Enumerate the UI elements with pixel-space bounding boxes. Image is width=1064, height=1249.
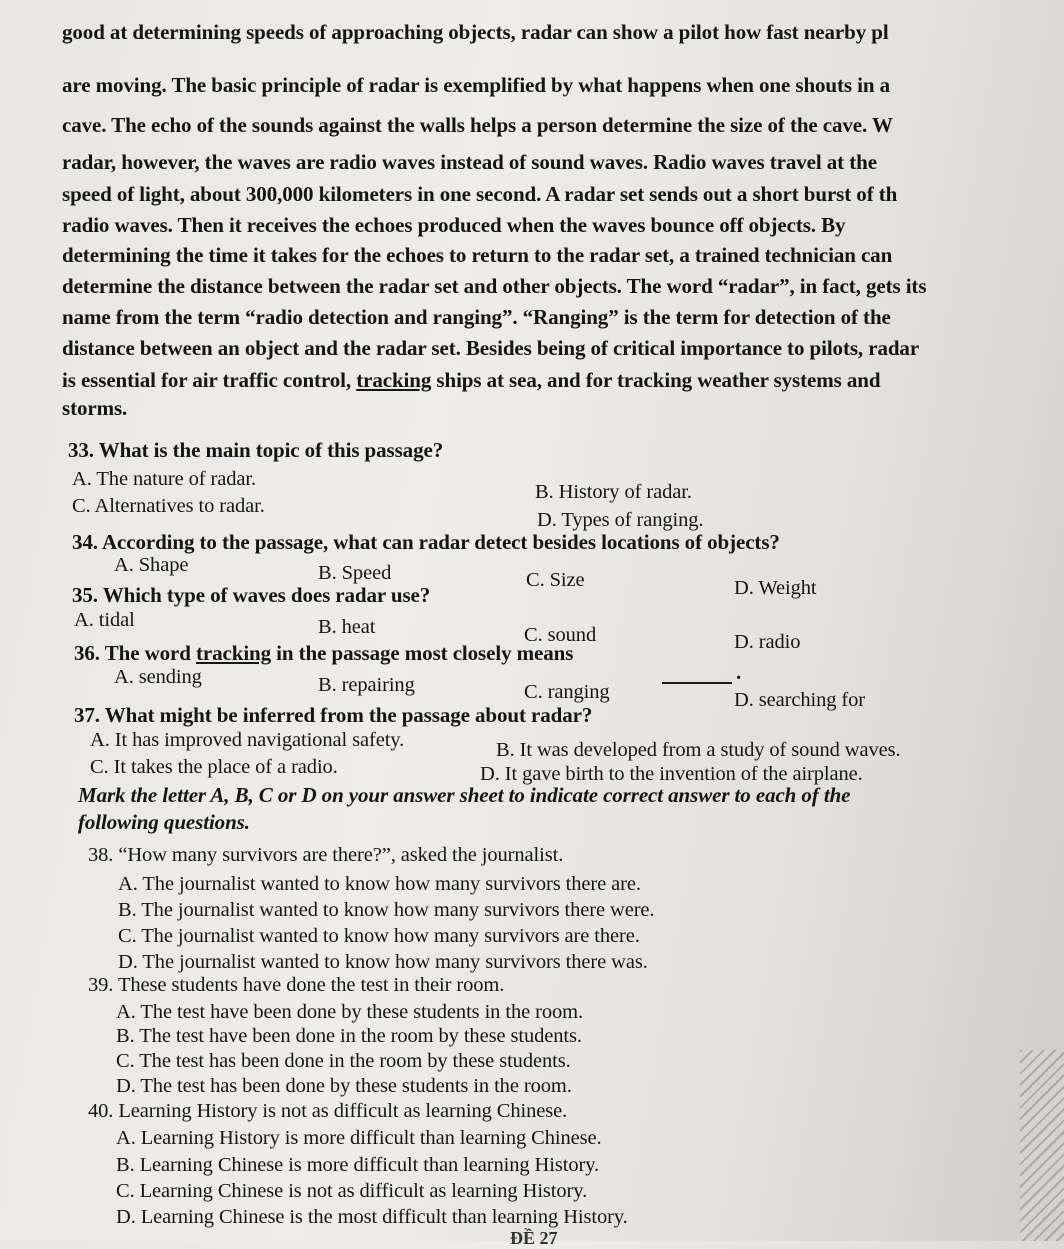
passage-line [62,368,880,392]
option-c[interactable]: C. The test has been done in the room by these students. [116,1050,571,1072]
question-stem: 33. What is the main topic of this passage? [68,438,444,462]
option-b[interactable]: B. heat [318,616,376,638]
question-stem: 35. Which type of waves does radar use? [72,583,431,607]
stem-period: . [736,660,742,684]
answer-blank [662,682,732,684]
passage-line: radar, however, the waves are radio waves instead of sound waves. Radio waves travel at the [62,150,877,174]
option-a[interactable]: A. The nature of radar. [72,468,257,490]
question-stem: 37. What might be inferred from the passage about radar? [74,703,593,727]
option-c[interactable]: C. Alternatives to radar. [72,495,265,517]
test-code-label: ĐỀ 27 [510,1228,558,1248]
question-stem: 38. “How many survivors are there?”, asked the journalist. [88,844,564,866]
option-c[interactable]: C. The journalist wanted to know how many survivors are there. [118,925,640,947]
option-d[interactable]: D. Weight [734,577,817,599]
option-d[interactable]: D. It gave birth to the invention of the airplane. [480,763,863,785]
question-stem: 39. These students have done the test in their room. [88,974,505,996]
option-c[interactable]: C. Size [526,569,585,591]
question-stem [74,641,573,665]
instruction-line: following questions. [78,810,250,834]
stem-text: in the passage most closely means [271,641,574,665]
question-stem: 34. According to the passage, what can radar detect besides locations of objects? [72,530,780,554]
option-d[interactable]: D. radio [734,631,801,653]
underlined-word-tracking: tracking [356,368,432,392]
option-d[interactable]: D. Learning Chinese is the most difficult than learning History. [116,1206,628,1228]
option-b[interactable]: B. History of radar. [535,481,692,503]
instruction-line: Mark the letter A, B, C or D on your answer sheet to indicate correct answer to each of the [78,783,851,807]
passage-line: name from the term “radio detection and ranging”. “Ranging” is the term for detection of the [62,305,891,329]
option-b[interactable]: B. Learning Chinese is more difficult than learning History. [116,1154,600,1176]
passage-line: cave. The echo of the sounds against the walls helps a person determine the size of the cave. W [62,113,893,137]
option-a[interactable]: A. The journalist wanted to know how many survivors there are. [118,873,641,895]
option-b[interactable]: B. The test have been done in the room by these students. [116,1025,582,1047]
passage-line: radio waves. Then it receives the echoes produced when the waves bounce off objects. By [62,213,846,237]
option-a[interactable]: A. tidal [74,609,135,631]
option-b[interactable]: B. repairing [318,674,415,696]
underlined-word-tracking: tracking [196,641,272,665]
option-d[interactable]: D. The test has been done by these students in the room. [116,1075,572,1097]
passage-line: distance between an object and the radar set. Besides being of critical importance to pilots, radar [62,336,920,360]
option-c[interactable]: C. ranging [524,681,610,703]
passage-text: ships at sea, and for tracking weather systems and [431,368,881,392]
option-a[interactable]: A. sending [114,666,202,688]
passage-text: is essential for air traffic control, [62,368,357,392]
option-a[interactable]: A. The test have been done by these students in the room. [116,1001,584,1023]
question-stem: 40. Learning History is not as difficult as learning Chinese. [88,1100,568,1122]
option-a[interactable]: A. Learning History is more difficult than learning Chinese. [116,1127,602,1149]
page-edge-pattern [1020,1050,1064,1241]
passage-line: determine the distance between the radar set and other objects. The word “radar”, in fact, gets its [62,274,927,298]
passage-line: are moving. The basic principle of radar is exemplified by what happens when one shouts in a [62,73,890,97]
stem-text: 36. The word [74,641,196,665]
option-b[interactable]: B. The journalist wanted to know how many survivors there were. [118,899,655,921]
option-d[interactable]: D. The journalist wanted to know how many survivors there was. [118,951,648,973]
option-c[interactable]: C. It takes the place of a radio. [90,756,338,778]
passage-line: storms. [62,396,128,420]
passage-line: determining the time it takes for the echoes to return to the radar set, a trained technician can [62,243,893,267]
option-c[interactable]: C. sound [524,624,597,646]
passage-line: speed of light, about 300,000 kilometers in one second. A radar set sends out a short burst of th [62,182,898,206]
passage-line: good at determining speeds of approaching objects, radar can show a pilot how fast nearby pl [62,20,889,44]
option-c[interactable]: C. Learning Chinese is not as difficult as learning History. [116,1180,588,1202]
option-b[interactable]: B. Speed [318,562,392,584]
option-b[interactable]: B. It was developed from a study of sound waves. [496,739,901,761]
option-d[interactable]: D. Types of ranging. [537,509,704,531]
option-d[interactable]: D. searching for [734,689,866,711]
option-a[interactable]: A. It has improved navigational safety. [90,729,405,751]
option-a[interactable]: A. Shape [114,554,189,576]
